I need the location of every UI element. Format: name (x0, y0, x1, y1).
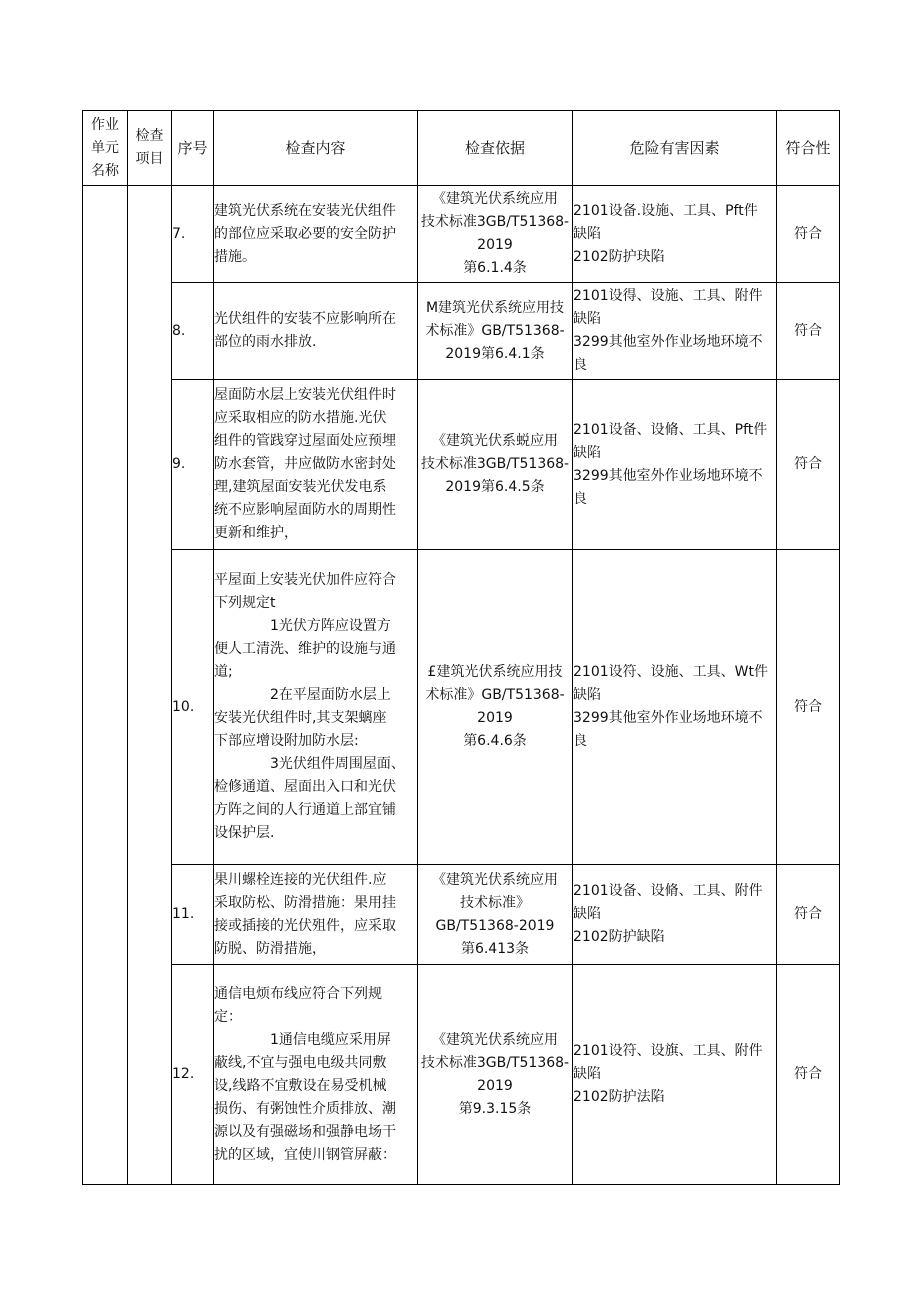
basis-cell-line: 《建筑光伏系统应用 (432, 1031, 558, 1048)
header-content: 检查内容 (214, 111, 418, 186)
hazard-cell-line: 缺陷 (573, 225, 601, 242)
content-cell-line: 道; (214, 664, 233, 680)
conformity-cell: 符合 (777, 186, 840, 283)
content-cell-line: 接或插接的光伏殂件，应采取 (214, 917, 396, 934)
content-cell-line: 安装光伏组件时,其支架螭座 (214, 710, 387, 726)
table-row (83, 965, 840, 1185)
content-cell-line: 定： (214, 1008, 242, 1025)
content-cell-line: 方阵之间的人行通道上部宜铺 (214, 802, 396, 818)
hazard-cell-line: 3299其他室外作业场地环境不 (573, 467, 763, 484)
conformity-cell: 符合 (777, 380, 840, 550)
basis-cell-line: £建筑光伏系统应用技 (427, 664, 563, 680)
unit-name-cell (83, 186, 128, 1185)
basis-cell-line: M建筑光伏系统应用技 (425, 299, 565, 316)
basis-cell-line: 2019第6.4.1条 (445, 345, 545, 362)
content-cell-line: 下列规定t (214, 595, 276, 611)
basis-cell-line: 技术标准3GB/T51368- (420, 214, 570, 230)
header-item: 检查 项目 (128, 111, 172, 186)
table-row (83, 865, 840, 965)
basis-cell-line: 2019 (477, 710, 513, 726)
content-cell-line: 更新和维护， (214, 525, 298, 541)
header-basis: 检查依据 (418, 111, 573, 186)
basis-cell-line: 《建筑光伏系蜕应用 (432, 433, 558, 449)
basis-cell-line: 第9.3.15条 (458, 1100, 532, 1117)
basis-cell-line: 2019 (477, 237, 513, 253)
content-cell-line: 果川螺栓连接的光伏组件.应 (214, 871, 387, 888)
table-row (83, 186, 840, 283)
content-cell (214, 865, 418, 965)
hazard-cell-line: 3299其他室外作业场地环境不 (573, 334, 763, 350)
basis-cell (418, 283, 573, 380)
seq-cell: 7. (172, 186, 214, 283)
inspection-table (82, 110, 840, 1185)
basis-cell-line: 技术标准3GB/T51368- (420, 456, 570, 472)
header-unit: 作业 单元 名称 (83, 111, 128, 186)
content-cell-line: 统不应影响屋面防水的周期性 (214, 502, 396, 518)
content-cell-line: 组件的管践穿过屋面处应预埋 (214, 433, 396, 449)
content-cell-line: 光伏组件的安装不应影响所在 (214, 311, 396, 327)
content-cell-line: 3光伏组件周围屋面、 (270, 756, 405, 772)
hazard-cell-line: 2101设备、设脩、工具、Pft件 (573, 421, 768, 438)
content-cell-line: 2在平屋面防水层上 (270, 687, 391, 703)
content-cell-line: 1通信电缆应采用屏 (270, 1031, 391, 1048)
hazard-cell-line: 2101设备、设脩、工具、附件 (573, 883, 763, 899)
table-row (83, 380, 840, 550)
content-cell-line: 屋面防水层上安装光伏组件时 (214, 387, 396, 403)
basis-cell-line: 第6.413条 (460, 940, 530, 957)
basis-cell-line: 术标准》GB/T51368- (425, 322, 565, 339)
content-cell-line: 检修通道、屋面出入口和光伏 (214, 779, 396, 795)
hazard-cell-line: 2101设得、设施、工具、附件 (573, 288, 763, 304)
hazard-cell-line: 3299其他室外作业场地环境不 (573, 710, 763, 726)
basis-cell-line: 第6.1.4条 (463, 260, 527, 276)
table-body (83, 186, 840, 1185)
hazard-cell-line: 2102防护法陷 (573, 1089, 665, 1105)
content-cell-line: 损伤、有粥蚀性介质排放、潮 (214, 1100, 396, 1117)
content-cell-line: 蔽线,不宜与强电电级共同敷 (214, 1054, 387, 1071)
header-conformity: 符合性 (777, 111, 840, 186)
content-cell-line: 建筑光伏系统在安装光伏组件 (214, 202, 396, 219)
basis-cell-line: 术标准》GB/T51368- (425, 687, 565, 703)
conformity-cell: 符合 (777, 965, 840, 1185)
hazard-cell-line: 2102防护玦陷 (573, 248, 665, 265)
content-cell-line: 的部位应采取必要的安全防护 (214, 225, 396, 242)
basis-cell (418, 965, 573, 1185)
content-cell-line: 应采取相应的防水措施.光伏 (214, 410, 387, 426)
content-cell-line: 措施。 (214, 248, 256, 265)
content-cell (214, 380, 418, 550)
hazard-cell (573, 380, 777, 550)
hazard-cell-line: 2101设符、设旗、工具、附件 (573, 1043, 763, 1059)
content-cell-line: 采取防松、防滑措施：果用挂 (214, 894, 396, 911)
content-cell (214, 186, 418, 283)
basis-cell (418, 865, 573, 965)
hazard-cell (573, 965, 777, 1185)
hazard-cell (573, 865, 777, 965)
table-row (83, 550, 840, 865)
content-cell-line: 通信电烦布线应符合下列规 (214, 985, 382, 1002)
basis-cell-line: 技术标准》 (460, 894, 530, 911)
hazard-cell-line: 良 (573, 357, 587, 373)
basis-cell (418, 186, 573, 283)
header-hazard: 危险有害因素 (573, 111, 777, 186)
hazard-cell-line: 缺陷 (573, 687, 601, 703)
seq-cell: 8. (172, 283, 214, 380)
content-cell-line: 理,建筑屋面安装光伏发电系 (214, 479, 387, 495)
content-cell-line: 防水套管，井应做防水密封处 (214, 456, 396, 472)
hazard-cell (573, 283, 777, 380)
check-item-cell (128, 186, 172, 1185)
hazard-cell-line: 缺陷 (573, 906, 601, 922)
hazard-cell-line: 2101设符、设施、工具、Wt件 (573, 664, 768, 680)
basis-cell-line: 2019 (477, 1077, 513, 1094)
basis-cell-line: 《建筑光伏系统应用 (432, 871, 558, 888)
hazard-cell-line: 良 (573, 490, 587, 507)
basis-cell-line: 技术标准3GB/T51368- (420, 1054, 570, 1071)
basis-cell-line: GB/T51368-2019 (435, 917, 555, 934)
header-seq: 序号 (172, 111, 214, 186)
hazard-cell-line: 良 (573, 733, 587, 749)
content-cell (214, 283, 418, 380)
hazard-cell-line: 2101设备.设施、工具、Pft件 (573, 202, 758, 219)
basis-cell-line: 第6.4.6条 (463, 733, 527, 749)
content-cell-line: 1光伏方阵应设置方 (270, 618, 391, 634)
seq-cell: 12. (172, 965, 214, 1185)
content-cell-line: 设保护层. (214, 825, 275, 841)
header-row (83, 111, 840, 186)
content-cell-line: 部位的雨水排放. (214, 334, 317, 350)
hazard-cell-line: 2102防护缺陷 (573, 929, 665, 945)
table-row (83, 283, 840, 380)
content-cell-line: 设,线路不宜敷设在易受机械 (214, 1077, 387, 1094)
hazard-cell-line: 缺陷 (573, 311, 601, 327)
hazard-cell (573, 550, 777, 865)
basis-cell-line: 《建筑光伏系统应用 (432, 191, 558, 207)
content-cell (214, 965, 418, 1185)
conformity-cell: 符合 (777, 283, 840, 380)
seq-cell: 10. (172, 550, 214, 865)
seq-cell: 9. (172, 380, 214, 550)
content-cell (214, 550, 418, 865)
hazard-cell-line: 缺陷 (573, 444, 601, 461)
content-cell-line: 源以及有强磁场和强静电场干 (214, 1123, 396, 1140)
content-cell-line: 平屋面上安装光伏加件应符合 (214, 572, 396, 588)
seq-cell: 11. (172, 865, 214, 965)
hazard-cell-line: 缺陷 (573, 1066, 601, 1082)
basis-cell-line: 2019第6.4.5条 (445, 479, 545, 495)
basis-cell (418, 380, 573, 550)
conformity-cell: 符合 (777, 550, 840, 865)
content-cell-line: 扰的区域，宜使川钢管屏蔽： (214, 1146, 396, 1163)
content-cell-line: 防脱、防滑措施， (214, 940, 326, 957)
basis-cell (418, 550, 573, 865)
content-cell-line: 下部应增设附加防水层: (214, 733, 359, 749)
conformity-cell: 符合 (777, 865, 840, 965)
hazard-cell (573, 186, 777, 283)
content-cell-line: 便人工清洗、维护的设施与通 (214, 641, 396, 657)
